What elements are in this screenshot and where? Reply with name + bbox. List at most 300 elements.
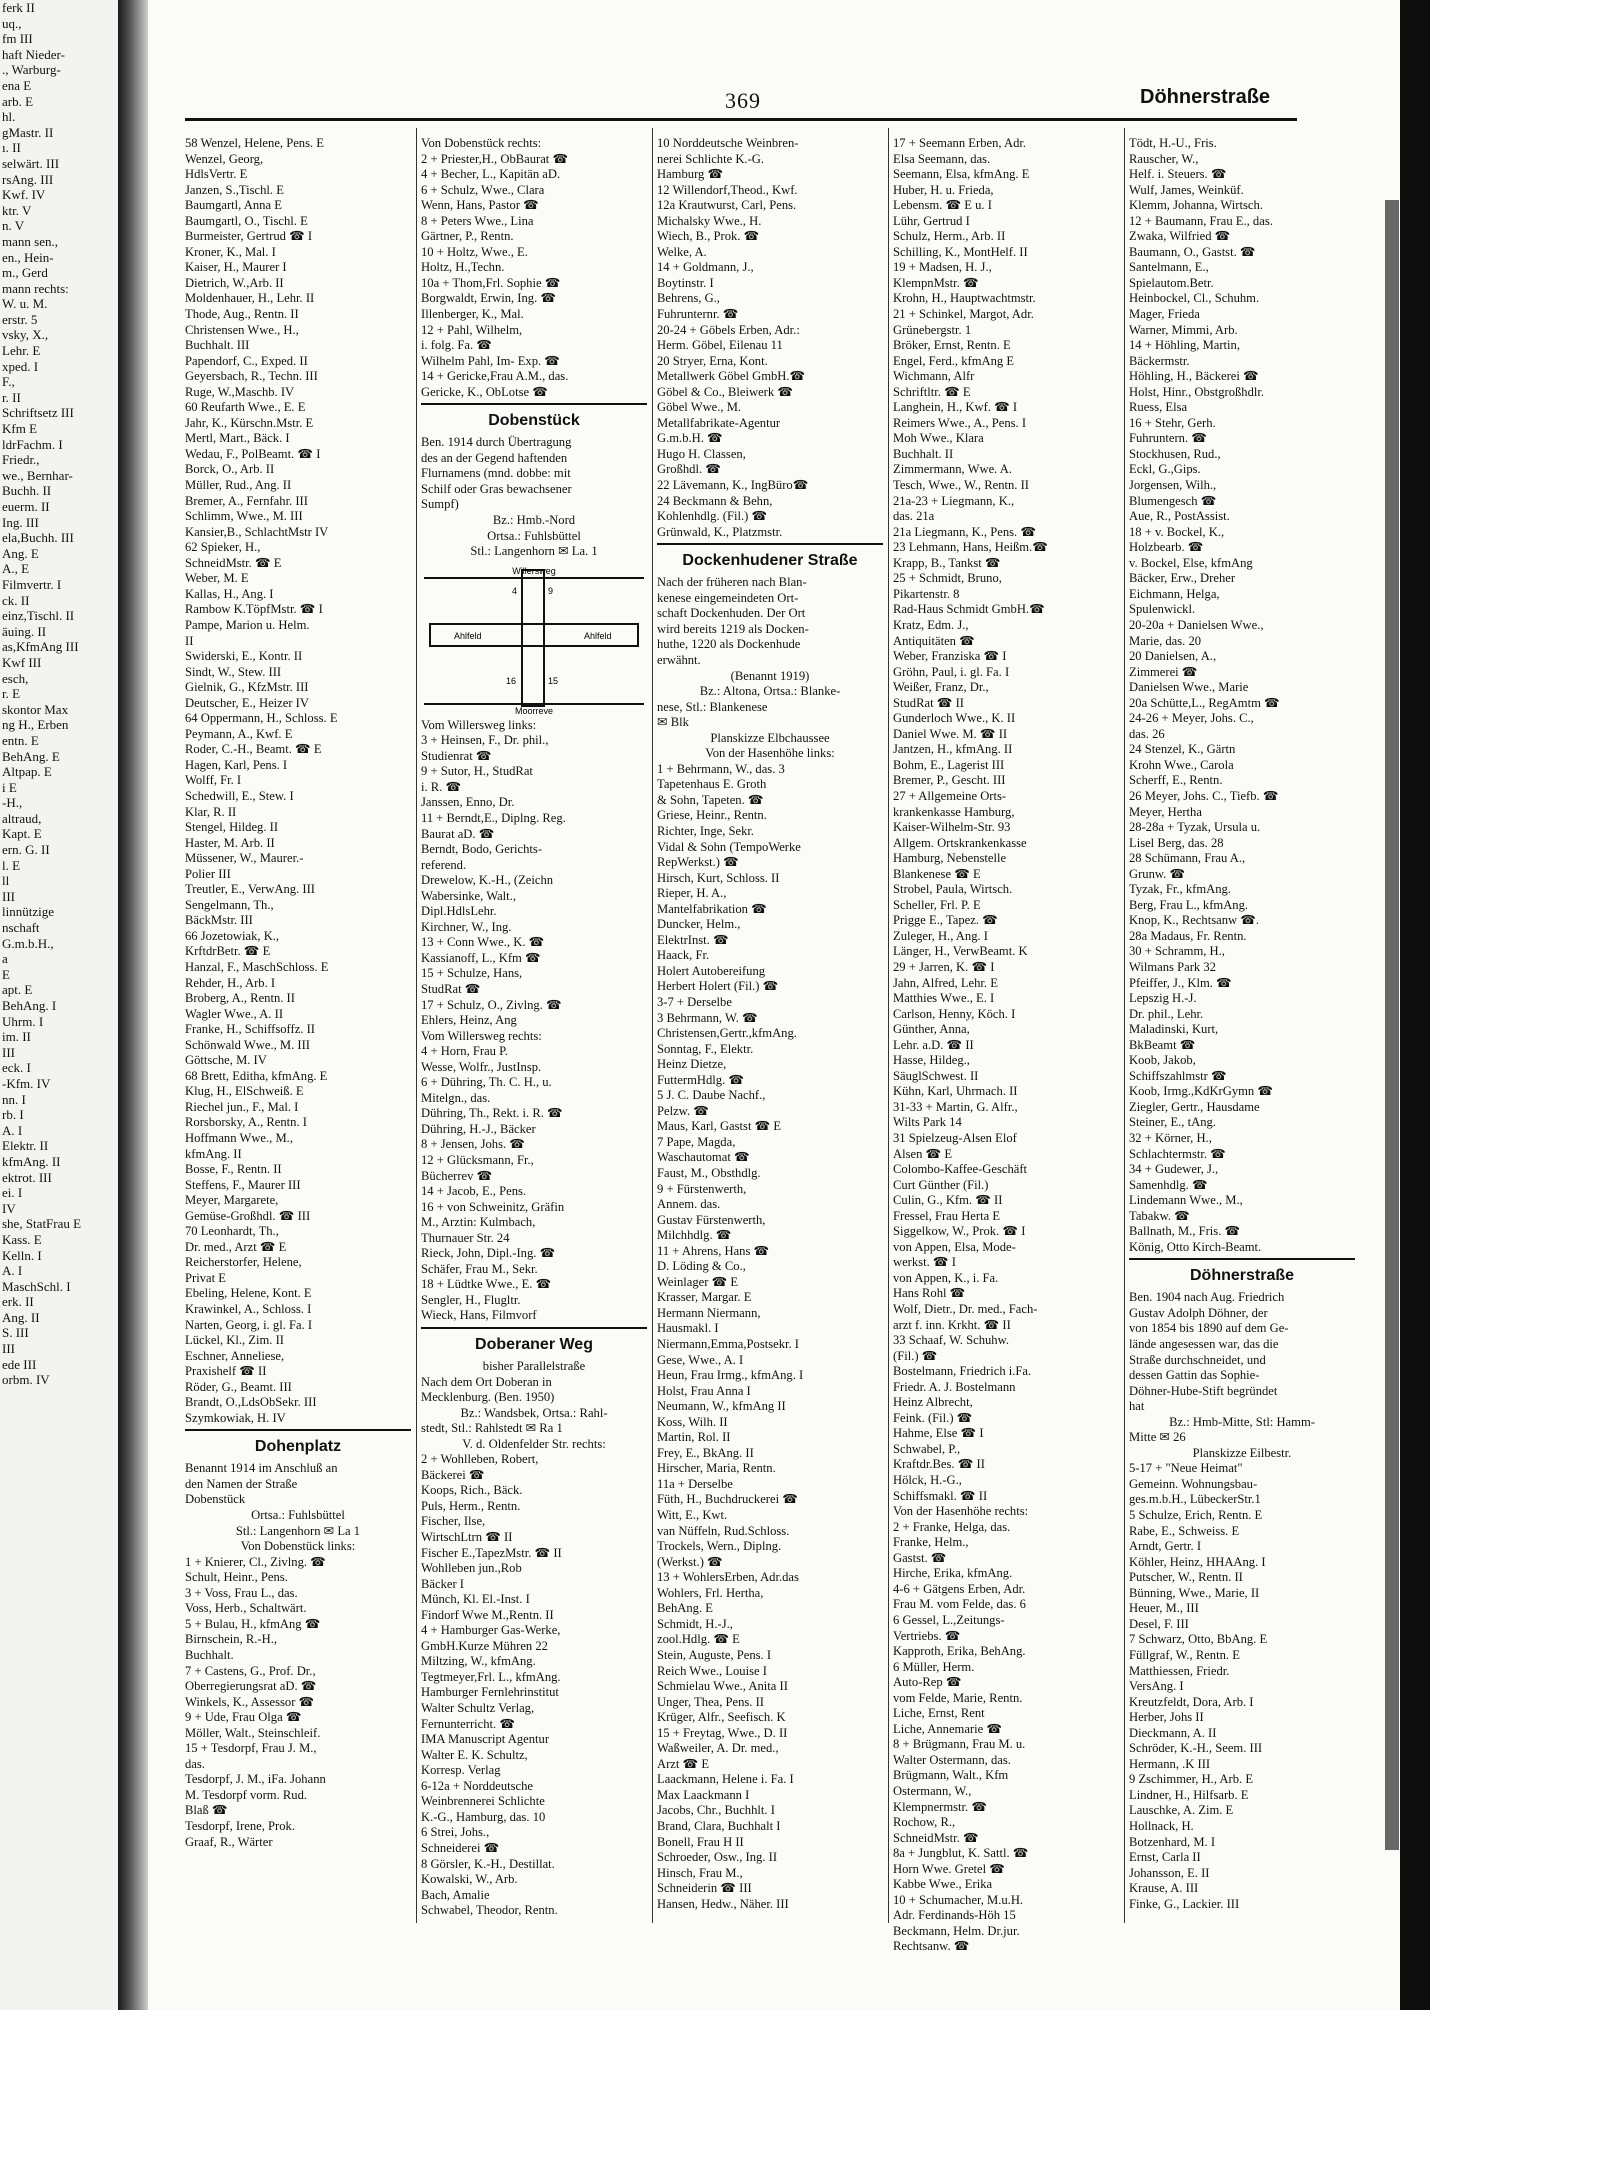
directory-entry-line: 15 + Schulze, Hans, [421, 966, 523, 981]
directory-entry-line: ll [2, 873, 10, 889]
directory-entry-line: Narten, Georg, i. gl. Fa. I [185, 1317, 313, 1332]
book-gutter [118, 0, 148, 2010]
directory-entry-line: 24 Stenzel, K., Gärtn [1129, 742, 1236, 757]
directory-entry-line: Illenberger, K., Mal. [421, 307, 524, 322]
directory-entry-line: Uhrm. I [2, 1013, 44, 1029]
street-sketch-map [421, 564, 647, 714]
directory-entry-line: Bz.: Hmb.-Nord [492, 513, 576, 528]
directory-entry-line: Jahr, K., Kürschn.Mstr. E [185, 415, 314, 430]
directory-entry-line: RepWerkst.) ☎ [657, 855, 739, 870]
directory-entry-line: Kapproth, Erika, BehAng. [893, 1644, 1026, 1659]
directory-entry-line: Janzen, S.,Tischl. E [185, 182, 284, 197]
directory-entry-line: erk. II [2, 1294, 34, 1310]
directory-entry-line: Niermann,Emma,Postsekr. I [657, 1337, 800, 1352]
directory-entry-line: Vom Willersweg links: [421, 717, 537, 732]
directory-entry-line: 4 + Becher, L., Kapitän aD. [421, 167, 561, 182]
directory-entry-line: erstr. 5 [2, 311, 38, 327]
directory-entry-line: A. I [2, 1122, 23, 1138]
directory-entry-line: mann rechts: [2, 280, 69, 296]
directory-entry-line: W. u. M. [2, 296, 48, 312]
directory-entry-line: König, Otto Kirch-Beamt. [1129, 1239, 1262, 1254]
directory-entry-line: 10 Norddeutsche Weinbren- [657, 136, 799, 150]
map-number-4: 4 [512, 585, 518, 596]
directory-entry-line: i. R. ☎ [421, 779, 462, 794]
directory-entry-line: Franke, Helm., [893, 1535, 969, 1550]
directory-entry-line: Rauscher, W., [1129, 151, 1199, 166]
directory-entry-line: Hamburg ☎ [657, 167, 724, 182]
directory-entry-line: eck. I [2, 1060, 31, 1076]
section-title-doehnerstrasse: Döhnerstraße [1189, 1267, 1295, 1285]
directory-entry-line: Altpap. E [2, 764, 52, 780]
directory-entry-line: Martin, Rol. II [657, 1430, 731, 1445]
directory-entry-line: 10 + Schumacher, M.u.H. [893, 1892, 1024, 1907]
directory-entry-line: Ebeling, Helene, Kont. E [185, 1286, 312, 1301]
directory-entry-line: Koss, Wilh. II [657, 1414, 728, 1429]
directory-entry-line: KlempnMstr. ☎ [893, 275, 979, 290]
directory-entry-line: Schmidt, H.-J., [657, 1616, 733, 1631]
directory-entry-line: Planskizze Eilbestr. [1192, 1445, 1292, 1460]
directory-entry-line: KrftdrBetr. ☎ E [185, 944, 271, 959]
directory-entry-line: apt. E [2, 982, 33, 998]
directory-entry-line: Heuer, M., III [1129, 1601, 1199, 1616]
directory-entry-line: Birnschein, R.-H., [185, 1632, 277, 1647]
directory-entry-line: Hahme, Else ☎ I [893, 1426, 984, 1441]
directory-entry-line: 8 Görsler, K.-H., Destillat. [421, 1856, 555, 1871]
directory-entry-line: Elektr. II [2, 1138, 49, 1154]
directory-entry-line: Großhdl. ☎ [657, 462, 721, 477]
directory-entry-line: 7 + Castens, G., Prof. Dr., [185, 1663, 316, 1678]
directory-entry-line: den Namen der Straße [185, 1476, 298, 1491]
directory-entry-line: Christensen,Gertr.,kfmAng. [657, 1026, 797, 1041]
directory-entry-line: Gericke, K., ObLotse ☎ [421, 384, 548, 399]
directory-entry-line: 9 Zschimmer, H., Arb. E [1129, 1772, 1254, 1787]
directory-entry-line: Schiffszahlmstr ☎ [1129, 1068, 1227, 1083]
directory-entry-line: Lindemann Wwe., M., [1129, 1193, 1243, 1208]
directory-entry-line: Rochow, R., [893, 1815, 956, 1830]
directory-entry-line: she, StatFrau E [2, 1216, 82, 1232]
directory-entry-line: Rorsborsky, A., Rentn. I [185, 1115, 307, 1130]
directory-entry-line: 6 Strei, Johs., [421, 1825, 490, 1840]
directory-entry-line: Klar, R. II [185, 804, 237, 819]
directory-entry-line: Schedwill, E., Stew. I [185, 788, 294, 803]
directory-entry-line: Bäcker I [421, 1576, 465, 1591]
directory-entry-line: ern. G. II [2, 842, 50, 858]
map-label-right: Ahlfeld [584, 630, 612, 641]
directory-entry-line: Reimers Wwe., A., Pens. I [893, 415, 1027, 430]
directory-entry-line: Heinz Dietze, [657, 1057, 727, 1072]
directory-entry-line: 11 + Ahrens, Hans ☎ [657, 1243, 770, 1258]
directory-entry-line: Filmvertr. I [2, 576, 62, 592]
directory-entry-line: (Fil.) ☎ [893, 1348, 938, 1363]
directory-entry-line: 20 Danielsen, A., [1129, 649, 1217, 664]
directory-entry-line: Voss, Herb., Schaltwärt. [185, 1601, 307, 1616]
directory-entry-line: Polier III [185, 866, 231, 881]
directory-entry-line: Eckl, G.,Gips. [1129, 462, 1201, 477]
directory-entry-line: Wichmann, Alfr [893, 369, 975, 384]
directory-entry-line: Schlimm, Wwe., M. III [185, 509, 303, 524]
directory-entry-line: BehAng. I [2, 998, 57, 1013]
directory-entry-line: Jacobs, Chr., Buchhlt. I [657, 1803, 775, 1818]
directory-entry-line: Blaß ☎ [185, 1803, 228, 1818]
directory-entry-line: Broberg, A., Rentn. II [185, 991, 295, 1006]
directory-entry-line: Hanzal, F., MaschSchloss. E [185, 959, 329, 974]
directory-entry-line: fm III [2, 31, 33, 47]
directory-entry-line: Ehlers, Heinz, Ang [421, 1013, 517, 1028]
directory-entry-line: vom Felde, Marie, Rentn. [893, 1690, 1023, 1705]
directory-entry-line: 6 Müller, Herm. [893, 1659, 975, 1674]
directory-entry-line: Wilmans Park 32 [1129, 959, 1216, 974]
directory-entry-line: Huber, H. u. Frieda, [893, 182, 994, 197]
directory-entry-line: Mitte ✉ 26 [1129, 1430, 1186, 1445]
directory-entry-line: Tödt, H.-U., Fris. [1129, 136, 1217, 150]
page-edge-shadow [1400, 0, 1430, 2010]
directory-entry-line: krankenkasse Hamburg, [893, 804, 1015, 819]
directory-entry-line: bisher Parallelstraße [482, 1359, 586, 1373]
directory-entry-line: 2 + Priester,H., ObBaurat ☎ [421, 151, 569, 166]
directory-entry-line: 7 Pape, Magda, [657, 1134, 736, 1149]
directory-entry-line: Kabbe Wwe., Erika [893, 1877, 993, 1892]
directory-entry-line: Ang. II [2, 1309, 40, 1325]
directory-entry-line: Treutler, E., VerwAng. III [185, 882, 315, 897]
directory-entry-line: Pfeiffer, J., Klm. ☎ [1129, 975, 1232, 990]
directory-entry-line: Schiffsmakl. ☎ II [893, 1488, 988, 1503]
directory-entry-line: Wesse, Wolfr., JustInsp. [421, 1059, 542, 1074]
directory-entry-line: 6-12a + Norddeutsche [421, 1778, 534, 1793]
directory-entry-line: Heun, Frau Irmg., kfmAng. I [657, 1368, 804, 1383]
directory-entry-line: BäckMstr. III [185, 913, 253, 928]
directory-entry-line: uq., [2, 15, 22, 31]
directory-entry-line: Hugo H. Classen, [657, 446, 746, 461]
directory-entry-line: Seemann, Elsa, kfmAng. E [893, 167, 1030, 182]
directory-entry-line: 34 + Gudewer, J., [1129, 1162, 1219, 1177]
directory-entry-line: Hinsch, Frau M., [657, 1865, 743, 1880]
directory-entry-line: Lehr. E [2, 343, 41, 359]
directory-entry-line: Reicherstorfer, Helene, [185, 1255, 302, 1270]
directory-entry-line: V. d. Oldenfelder Str. rechts: [462, 1436, 606, 1451]
directory-entry-line: Sumpf) [421, 497, 459, 512]
directory-entry-line: Kratz, Edm. J., [893, 617, 969, 632]
directory-entry-line: 23 Lehmann, Hans, Heißm.☎ [893, 540, 1048, 555]
directory-entry-line: Hans Rohl ☎ [893, 1286, 966, 1301]
directory-entry-line: 30 + Schramm, H., [1129, 944, 1225, 959]
directory-entry-line: Koob, Irmg.,KdKrGymn ☎ [1129, 1084, 1274, 1099]
directory-entry-line: arzt f. inn. Krkht. ☎ II [893, 1317, 1011, 1332]
directory-entry-line: Weber, M. E [185, 571, 249, 586]
directory-entry-line: Schlachtermstr. ☎ [1129, 1146, 1226, 1161]
directory-entry-line: Scheller, Frl. P. E [893, 897, 981, 912]
directory-entry-line: 24 Beckmann & Behn, [657, 493, 773, 508]
directory-entry-line: Zuleger, H., Ang. I [893, 928, 988, 943]
directory-entry-line: i. folg. Fa. ☎ [421, 338, 492, 353]
directory-entry-line: Schäfer, Frau M., Sekr. [421, 1261, 538, 1276]
directory-entry-line: Adr. Ferdinands-Höh 15 [893, 1908, 1016, 1923]
directory-entry-line: Von der Hasenhöhe links: [705, 746, 835, 761]
directory-entry-line: Wiech, B., Prok. ☎ [657, 229, 760, 244]
directory-entry-line: Grünwald, K., Platzmstr. [657, 524, 783, 539]
directory-entry-line: Putscher, W., Rentn. II [1129, 1570, 1243, 1585]
directory-entry-line: 12 Willendorf,Theod., Kwf. [657, 182, 798, 197]
directory-entry-line: Weinbrennerei Schlichte [421, 1794, 545, 1809]
directory-entry-line: 1 + Behrmann, W., das. 3 [657, 761, 785, 776]
directory-entry-line: Göttsche, M. IV [185, 1053, 267, 1068]
directory-entry-line: (Benannt 1919) [730, 668, 810, 683]
directory-entry-line: Liche, Ernst, Rent [893, 1706, 985, 1721]
directory-entry-line: Fischer, Ilse, [421, 1514, 486, 1529]
directory-entry-line: ldrFachm. I [2, 436, 63, 452]
directory-entry-line: Bremer, A., Fernfahr. III [185, 493, 308, 508]
directory-entry-line: stedt, Stl.: Rahlstedt ✉ Ra 1 [421, 1421, 563, 1436]
directory-entry-line: Helf. i. Steuers. ☎ [1129, 167, 1227, 182]
directory-entry-line: Ang. E [2, 545, 39, 561]
directory-entry-line: Janssen, Enno, Dr. [421, 795, 515, 810]
directory-entry-line: Michalsky Wwe., H. [657, 213, 762, 228]
directory-entry-line: S. III [2, 1325, 29, 1341]
directory-entry-line: schaft Dockenhuden. Der Ort [657, 606, 806, 621]
street-sketch-svg [421, 564, 647, 714]
directory-entry-line: Möller, Walt., Steinschleif. [185, 1725, 321, 1740]
running-head: Döhnerstraße [1140, 86, 1271, 108]
directory-entry-line: Heinbockel, Cl., Schuhm. [1129, 291, 1260, 306]
directory-entry-line: Moldenhauer, H., Lehr. II [185, 291, 315, 306]
directory-entry-line: Hagen, Karl, Pens. I [185, 757, 288, 772]
directory-entry-line: ede III [2, 1356, 37, 1372]
section-dockenhudener-entries [657, 575, 883, 1912]
directory-entry-line: Hirche, Erika, kfmAng. [893, 1566, 1013, 1581]
directory-entry-line: Schulz, Herm., Arb. II [893, 229, 1006, 244]
directory-entry-line: 8 + Jensen, Johs. ☎ [421, 1137, 525, 1152]
directory-entry-line: Ziegler, Gertr., Hausdame [1129, 1099, 1260, 1114]
directory-entry-line: Wolf, Dietr., Dr. med., Fach- [893, 1302, 1038, 1317]
directory-entry-line: Pampe, Marion u. Helm. [185, 617, 310, 632]
directory-entry-line: haft Nieder- [2, 46, 65, 62]
directory-entry-line: Gärtner, P., Rentn. [421, 229, 514, 244]
directory-entry-line: Heinz Albrecht, [893, 1395, 973, 1410]
directory-entry-line: Maus, Karl, Gastst ☎ E [657, 1119, 782, 1134]
directory-entry-line: F., [2, 374, 15, 390]
directory-entry-line: das. 21a [893, 509, 935, 524]
directory-entry-line: Kohlenhdlg. (Fil.) ☎ [657, 509, 768, 524]
directory-entry-line: Mager, Frieda [1129, 307, 1200, 322]
directory-entry-line: Krohn Wwe., Carola [1129, 757, 1234, 772]
directory-entry-line: Privat E [185, 1270, 226, 1285]
directory-entry-line: VersAng. I [1129, 1679, 1184, 1694]
directory-entry-line: Lindner, H., Hilfsarb. E [1129, 1787, 1249, 1802]
directory-entry-line: Bostelmann, Friedrich i.Fa. [893, 1364, 1032, 1379]
directory-entry-line: Pelzw. ☎ [657, 1103, 709, 1118]
directory-entry-line: esch, [2, 670, 29, 686]
column-2 [421, 136, 647, 1919]
directory-entry-line: Waschautomat ☎ [657, 1150, 750, 1165]
directory-entry-line: Weinlager ☎ E [657, 1274, 739, 1289]
directory-entry-line: Haster, M. Arb. II [185, 835, 275, 850]
directory-entry-line: Kfm E [2, 421, 38, 437]
directory-entry-line: SchneidMstr. ☎ E [185, 555, 282, 570]
directory-entry-line: Max Laackmann I [657, 1787, 750, 1802]
directory-entry-line: Lehr. a.D. ☎ II [893, 1037, 974, 1052]
directory-entry-line: Kassianoff, L., Kfm ☎ [421, 950, 541, 965]
directory-entry-line: Behrens, G., [657, 291, 720, 306]
directory-entry-line: hl. [2, 109, 16, 125]
directory-entry-line: 64 Oppermann, H., Schloss. E [185, 711, 338, 726]
directory-entry-line: Arzt ☎ E [657, 1756, 710, 1771]
directory-entry-line: erwähnt. [657, 652, 701, 667]
directory-entry-line: Colombo-Kaffee-Geschäft [893, 1162, 1028, 1177]
directory-entry-line: Baurat aD. ☎ [421, 826, 495, 841]
directory-entry-line: 21 + Schinkel, Margot, Adr. [893, 307, 1034, 322]
directory-entry-line: Gustav Fürstenwerth, [657, 1212, 766, 1227]
column-4 [893, 136, 1119, 1955]
directory-entry-line: skontor Max [2, 701, 69, 717]
directory-entry-line: Duncker, Helm., [657, 917, 741, 932]
directory-entry-line: 58 Wenzel, Helene, Pens. E [185, 136, 324, 150]
directory-entry-line: Ortsa.: Fuhlsbüttel [251, 1508, 345, 1523]
directory-entry-line: Stengel, Hildeg. II [185, 820, 279, 835]
directory-entry-line: GmbH.Kurze Mühren 22 [421, 1638, 548, 1653]
directory-entry-line: Buchhalt. [185, 1647, 234, 1662]
directory-entry-line: Hirscher, Maria, Rentn. [657, 1461, 776, 1476]
directory-entry-line: BehAng. E [657, 1601, 713, 1616]
directory-entry-line: Höhling, H., Bäckerei ☎ [1129, 369, 1259, 384]
directory-entry-line: 17 + Seemann Erben, Adr. [893, 136, 1027, 150]
directory-entry-line: Grünebergstr. 1 [893, 322, 972, 337]
directory-entry-line: 4-6 + Gätgens Erben, Adr. [893, 1581, 1026, 1596]
directory-entry-line: Wagler Wwe., A. II [185, 1006, 284, 1021]
directory-entry-line: Gustav Adolph Döhner, der [1129, 1305, 1268, 1320]
directory-entry-line: en., Hein- [2, 249, 54, 265]
directory-entry-line: i E [2, 779, 17, 795]
directory-entry-line: Swiderski, E., Kontr. II [185, 649, 303, 664]
directory-entry-line: Winkels, K., Assessor ☎ [185, 1694, 315, 1709]
directory-entry-line: Schönwald Wwe., M. III [185, 1037, 310, 1052]
directory-entry-line: Meyer, Hertha [1129, 804, 1202, 819]
directory-entry-line: Marie, das. 20 [1129, 633, 1202, 648]
directory-entry-line: Ben. 1914 durch Übertragung [421, 435, 572, 450]
directory-entry-line: Brandt, O.,LdsObSekr. III [185, 1395, 317, 1410]
directory-entry-line: ktr. V [2, 202, 32, 218]
column-3 [657, 136, 883, 1912]
section-doehnerstrasse-entries [1129, 1290, 1355, 1912]
directory-entry-line: Steffens, F., Maurer III [185, 1177, 301, 1192]
directory-entry-line: MaschSchl. I [2, 1278, 71, 1294]
directory-entry-line: ı. II [2, 140, 21, 156]
directory-entry-line: Schröder, K.-H., Seem. III [1129, 1741, 1263, 1756]
directory-entry-line: 8 + Brügmann, Frau M. u. [893, 1737, 1026, 1752]
section-title-dockenhudener-strasse: Dockenhudener Straße [682, 552, 858, 570]
directory-entry-line: Gemeinn. Wohnungsbau- [1129, 1476, 1258, 1491]
directory-entry-line: Liche, Annemarie ☎ [893, 1721, 1003, 1736]
directory-entry-line: m., Gerd [2, 265, 48, 281]
directory-entry-line: Richter, Inge, Sekr. [657, 823, 755, 838]
directory-entry-line: Sonntag, F., Elektr. [657, 1041, 754, 1056]
directory-entry-line: Brand, Clara, Buchhalt I [657, 1818, 781, 1833]
directory-entry-line: Auto-Rep ☎ [893, 1675, 962, 1690]
directory-entry-line: Ballnath, M., Fris. ☎ [1129, 1224, 1241, 1239]
directory-entry-line: Faust, M., Obsthdlg. [657, 1166, 761, 1180]
directory-entry-line: rb. I [2, 1107, 24, 1123]
directory-entry-line: Buchh. II [2, 483, 52, 499]
directory-entry-line: Blankenese ☎ E [893, 866, 981, 881]
column-5 [1129, 136, 1355, 1912]
directory-entry-line: Johansson, E. II [1129, 1865, 1210, 1880]
directory-entry-line: 14 + Goldmann, J., [657, 260, 754, 275]
directory-entry-line: Witt, E., Kwt. [657, 1508, 728, 1523]
directory-entry-line: Fuhrunternr. ☎ [657, 307, 739, 322]
directory-entry-line: Brügmann, Walt., Kfm [893, 1768, 1009, 1783]
section-rule [657, 543, 883, 545]
directory-entry-line: Desel, F. III [1129, 1616, 1189, 1631]
directory-entry-line: Botzenhard, M. I [1129, 1834, 1216, 1849]
map-number-9: 9 [548, 585, 554, 596]
directory-entry-line: Meyer, Margarete, [185, 1193, 279, 1208]
directory-entry-line: Matthies Wwe., E. I [893, 991, 995, 1006]
directory-entry-line: Kwf. IV [2, 187, 46, 203]
directory-entry-line: Krawinkel, A., Schloss. I [185, 1302, 312, 1317]
directory-entry-line: Tegtmeyer,Frl. L., kfmAng. [421, 1669, 561, 1684]
directory-entry-line: 14 + Höhling, Martin, [1129, 338, 1240, 353]
directory-entry-line: 11a + Derselbe [657, 1476, 733, 1491]
directory-entry-line: Von Dobenstück links: [240, 1539, 356, 1554]
directory-entry-line: Puls, Herm., Rentn. [421, 1498, 521, 1513]
directory-entry-line: Tabakw. ☎ [1129, 1208, 1190, 1223]
directory-entry-line: BkBeamt ☎ [1129, 1037, 1196, 1052]
directory-entry-line: r. II [2, 389, 21, 405]
directory-entry-line: 2 + Wohlleben, Robert, [421, 1452, 539, 1467]
directory-entry-line: Curt Günther (Fil.) [893, 1177, 989, 1192]
map-label-bottom: Moorreye [514, 705, 554, 714]
directory-entry-line: 9 + Fürstenwerth, [657, 1181, 747, 1196]
directory-entry-line: Drewelow, K.-H., (Zeichn [421, 873, 554, 888]
directory-entry-line: Hamburg, Nebenstelle [893, 851, 1007, 866]
directory-entry-line: Tyzak, Fr., kfmAng. [1129, 882, 1231, 897]
directory-entry-line: wird bereits 1219 als Docken- [657, 621, 809, 636]
directory-entry-line: referend. [421, 857, 467, 872]
directory-entry-line: Horn Wwe. Gretel ☎ [893, 1861, 1005, 1876]
directory-entry-line: 26 Meyer, Johs. C., Tiefb. ☎ [1129, 788, 1279, 803]
section-dobenstueck-entries [421, 435, 647, 559]
directory-entry-line: Krohn, H., Hauptwachtmstr. [893, 291, 1036, 306]
directory-entry-line: Krapp, B., Tankst ☎ [893, 555, 1001, 570]
directory-entry-line: nn. I [2, 1091, 26, 1107]
directory-entry-line: Kaiser, H., Maurer I [185, 260, 287, 275]
directory-entry-line: Schilling, K., MontHelf. II [893, 244, 1028, 259]
directory-entry-line: ✉ Blk [657, 715, 689, 730]
directory-entry-line: Elsa Seemann, das. [893, 151, 991, 166]
directory-entry-line: Holzbearb. ☎ [1129, 540, 1204, 555]
directory-entry-line: Bäcker, Erw., Dreher [1129, 571, 1236, 586]
section-rule [185, 1429, 411, 1431]
directory-entry-line: gMastr. II [2, 124, 54, 140]
directory-entry-line: a [2, 951, 8, 967]
directory-entry-line: Bücherrev ☎ [421, 1168, 493, 1183]
directory-entry-line: Schilf oder Gras bewachsener [421, 481, 572, 496]
directory-entry-line: A. I [2, 1263, 23, 1279]
directory-entry-line: ng H., Erben [2, 717, 69, 733]
directory-entry-line: M., Arztin: Kulmbach, [421, 1215, 536, 1230]
directory-entry-line: vsky, X., [2, 327, 49, 343]
directory-entry-line: Krasser, Margar. E [657, 1290, 752, 1305]
directory-entry-line: Sengelmann, Th., [185, 897, 274, 912]
directory-entry-line: 25 + Schmidt, Bruno, [893, 571, 1002, 586]
directory-entry-line: 16 + von Schweinitz, Gräfin [421, 1199, 565, 1214]
directory-entry-line: Wohlleben jun.,Rob [421, 1561, 522, 1576]
directory-entry-line: linnützige [2, 904, 54, 920]
directory-entry-line: 18 + Lüdtke Wwe., E. ☎ [421, 1277, 552, 1292]
directory-entry-line: Bosse, F., Rentn. II [185, 1162, 282, 1177]
directory-entry-line: 12 + Pahl, Wilhelm, [421, 322, 523, 337]
section-rule [421, 403, 647, 405]
directory-entry-line: 5 J. C. Daube Nachf., [657, 1088, 766, 1103]
directory-entry-line: 6 + Dühring, Th. C. H., u. [421, 1075, 552, 1090]
